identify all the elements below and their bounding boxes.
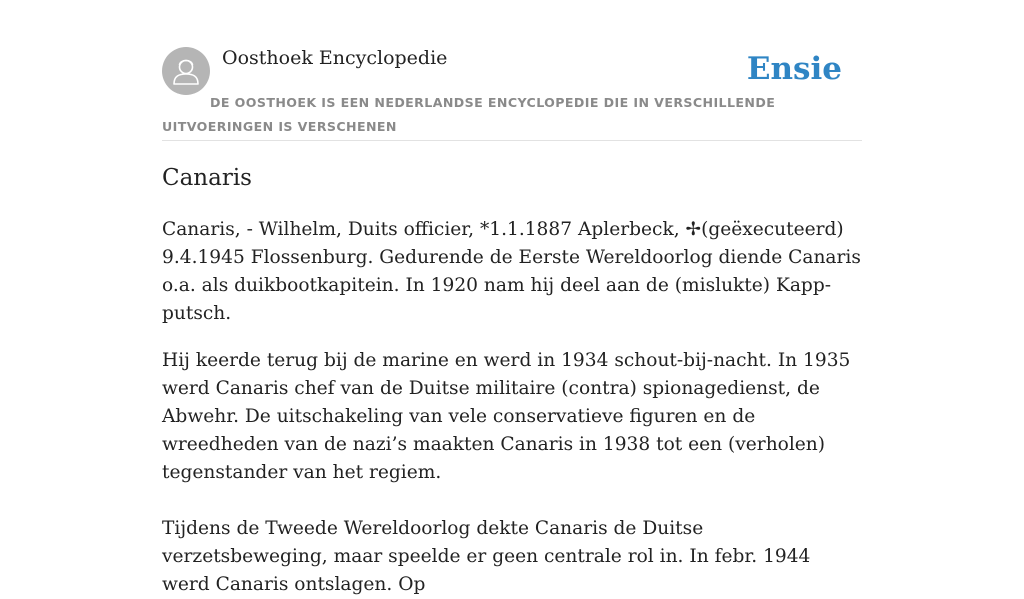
source-header [162,45,862,141]
article [162,162,862,599]
ensie-logo[interactable]: Ensie [746,51,842,87]
source-description: DE OOSTHOEK IS EEN NEDERLANDSE ENCYCLOPEDIE DIE IN VERSCHILLENDE UITVOERINGEN IS VERSCHENEN [162,95,776,134]
article-paragraph: Tijdens de Tweede Wereldoorlog dekte Canaris de Duitse verzetsbeweging, maar speelde er geen centrale rol in. In febr. 1944 werd Canaris ontslagen. Op [162,518,811,595]
article-title: Canaris [162,165,252,191]
article-paragraph: Canaris, - Wilhelm, Duits officier, *1.1.1887 Aplerbeck, ✢(geëxecuteerd) 9.4.1945 Flossenburg. Gedurende de Eerste Wereldoorlog diende Canaris o.a. als duikbootkapitein. In 1920 nam hij deel aan de (mislukte) Kapp-putsch. [162,219,861,324]
article-paragraph: Hij keerde terug bij de marine en werd in 1934 schout-bij-nacht. In 1935 werd Canaris chef van de Duitse militaire (contra) spionagedienst, de Abwehr. De uitschakeling van vele conservatieve figuren en de wreedheden van de nazi’s maakten Canaris in 1938 tot een (verholen) tegenstander van het regiem. [162,350,851,483]
source-name[interactable]: Oosthoek Encyclopedie [222,47,448,69]
source-avatar-icon[interactable] [162,47,210,95]
